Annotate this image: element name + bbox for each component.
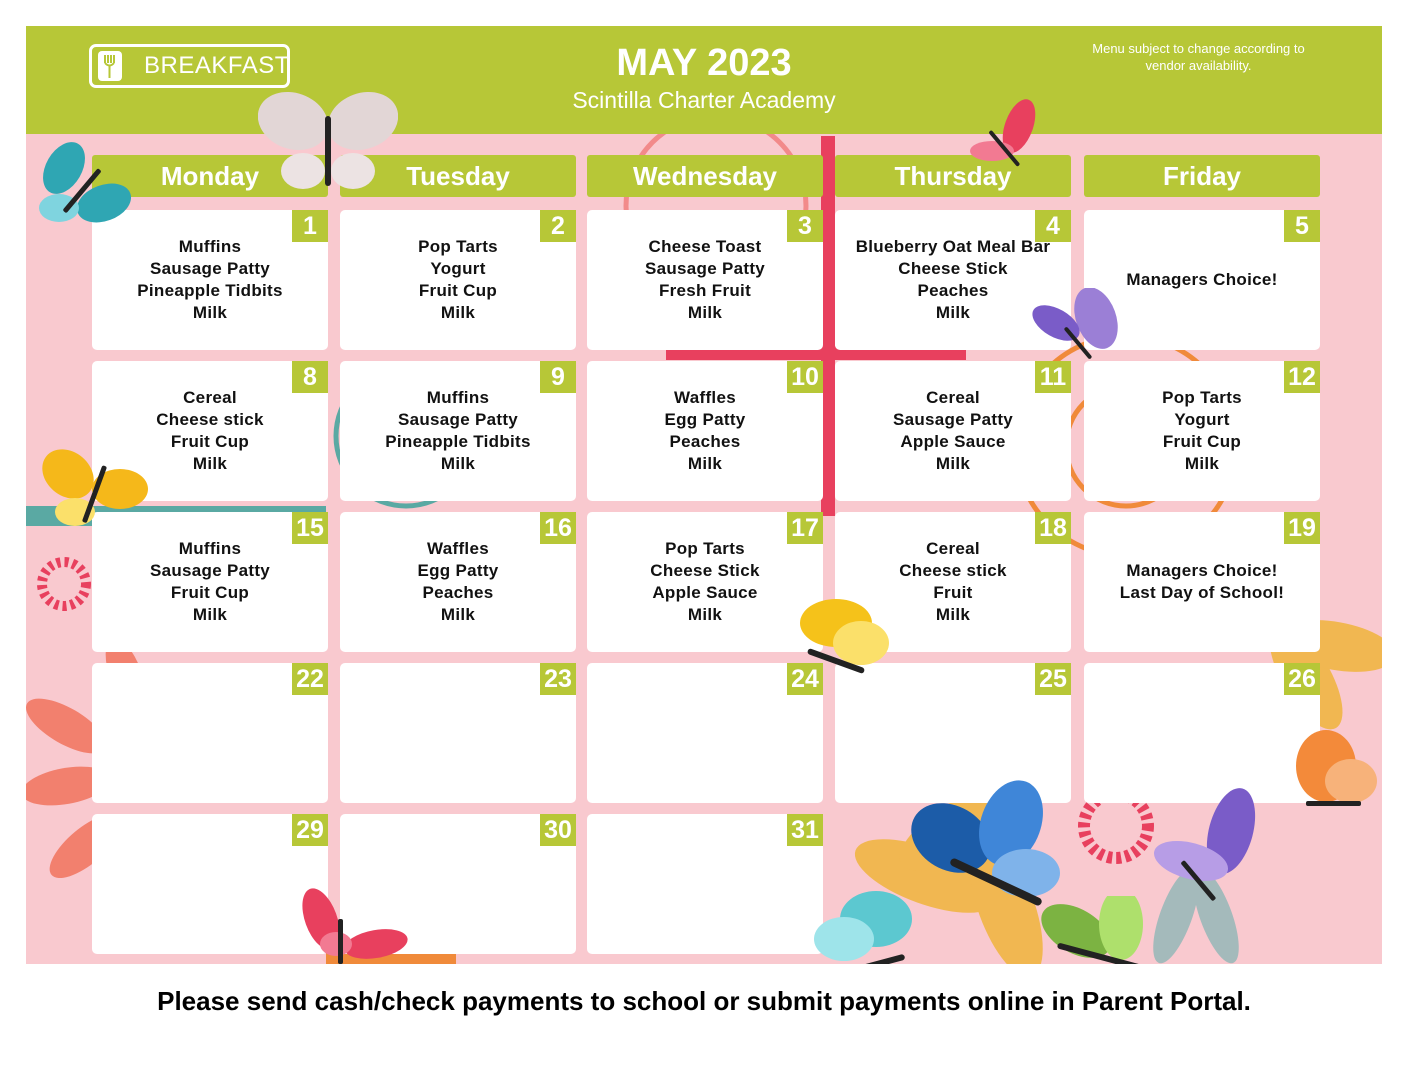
menu-list (587, 663, 823, 803)
menu-item: Pineapple Tidbits (385, 432, 531, 451)
menu-item: Sausage Patty (892, 410, 1014, 429)
menu-item: Waffles (674, 388, 736, 407)
menu-item: Muffins (426, 388, 490, 407)
date-badge: 16 (540, 512, 576, 544)
menu-list (340, 210, 576, 350)
day-cell (92, 663, 328, 803)
day-cell (587, 663, 823, 803)
menu-item: Cereal (183, 388, 237, 407)
day-header-thursday: Thursday (835, 155, 1071, 197)
date-badge: 18 (1035, 512, 1071, 544)
logo-label: BREAKFAST (144, 52, 290, 79)
menu-item: Sausage Patty (149, 259, 271, 278)
date-badge: 25 (1035, 663, 1071, 695)
menu-list (1084, 663, 1320, 803)
menu-item: Waffles (427, 539, 489, 558)
header-bar (26, 26, 1382, 134)
date-badge: 9 (540, 361, 576, 393)
butterfly-icon (806, 884, 926, 964)
butterfly-icon (258, 86, 398, 196)
date-badge: 8 (292, 361, 328, 393)
date-badge: 29 (292, 814, 328, 846)
date-badge: 26 (1284, 663, 1320, 695)
butterfly-icon (296, 884, 416, 964)
menu-item: Peaches (669, 432, 741, 451)
menu-list (340, 512, 576, 652)
menu-item: Fruit (933, 583, 973, 602)
menu-item: Yogurt (430, 259, 486, 278)
menu-item: Milk (440, 605, 476, 624)
menu-item: Pop Tarts (665, 539, 745, 558)
menu-item: Milk (1184, 454, 1220, 473)
menu-item: Milk (687, 303, 723, 322)
menu-list (340, 361, 576, 501)
day-cell (587, 814, 823, 954)
day-header-wednesday: Wednesday (587, 155, 823, 197)
day-cell (587, 210, 823, 350)
menu-item: Cheese Stick (898, 259, 1008, 278)
butterfly-icon (1026, 896, 1156, 964)
day-cell (587, 361, 823, 501)
menu-item: Pop Tarts (418, 237, 498, 256)
date-badge: 22 (292, 663, 328, 695)
date-badge: 31 (787, 814, 823, 846)
date-badge: 17 (787, 512, 823, 544)
menu-item: Pineapple Tidbits (137, 281, 283, 300)
date-badge: 10 (787, 361, 823, 393)
butterfly-icon (906, 778, 1066, 908)
menu-item: Milk (687, 605, 723, 624)
butterfly-icon (40, 444, 150, 534)
payment-note: Please send cash/check payments to school or submit payments online in Parent Portal. (157, 986, 1251, 1016)
day-cell (340, 210, 576, 350)
date-badge: 5 (1284, 210, 1320, 242)
school-name: Scintilla Charter Academy (572, 87, 836, 113)
menu-item: Fresh Fruit (658, 281, 752, 300)
menu-item: Apple Sauce (652, 583, 758, 602)
menu-item: Sausage Patty (644, 259, 766, 278)
disclaimer-note: Menu subject to change according to vendor availability. (1092, 41, 1305, 73)
menu-list (1084, 361, 1320, 501)
date-badge: 11 (1035, 361, 1071, 393)
butterfly-icon (1286, 726, 1382, 826)
menu-list (92, 814, 328, 954)
menu-item: Fruit Cup (418, 281, 498, 300)
menu-item: Milk (440, 303, 476, 322)
butterfly-icon (1136, 786, 1266, 906)
day-header-tuesday: Tuesday (340, 155, 576, 197)
menu-list (587, 361, 823, 501)
day-cell (1084, 512, 1320, 652)
menu-list (340, 663, 576, 803)
menu-item: Cheese stick (156, 410, 264, 429)
menu-item: Milk (935, 605, 971, 624)
menu-item: Fruit Cup (1162, 432, 1242, 451)
menu-list (1084, 512, 1320, 652)
date-badge: 30 (540, 814, 576, 846)
menu-item: Milk (192, 303, 228, 322)
menu-item: Milk (687, 454, 723, 473)
menu-item: Last Day of School! (1119, 583, 1285, 602)
day-cell (92, 814, 328, 954)
day-cell (1084, 361, 1320, 501)
menu-item: Sausage Patty (397, 410, 519, 429)
menu-item: Cereal (926, 388, 980, 407)
date-badge: 2 (540, 210, 576, 242)
menu-list (587, 210, 823, 350)
menu-item: Peaches (917, 281, 989, 300)
menu-list (587, 814, 823, 954)
menu-item: Milk (440, 454, 476, 473)
day-cell (340, 663, 576, 803)
butterfly-icon (34, 138, 134, 238)
menu-list (92, 663, 328, 803)
day-cell (340, 512, 576, 652)
menu-item: Muffins (178, 539, 242, 558)
menu-item: Milk (935, 454, 971, 473)
menu-item: Cereal (926, 539, 980, 558)
menu-list (835, 361, 1071, 501)
menu-sheet (26, 26, 1382, 964)
menu-item: Sausage Patty (149, 561, 271, 580)
page-title: MAY 2023 (616, 42, 792, 84)
date-badge: 3 (787, 210, 823, 242)
menu-item: Managers Choice! (1126, 270, 1278, 289)
menu-item: Muffins (178, 237, 242, 256)
butterfly-icon (776, 588, 896, 678)
menu-item: Egg Patty (664, 410, 746, 429)
menu-item: Egg Patty (417, 561, 499, 580)
date-badge: 24 (787, 663, 823, 695)
butterfly-icon (964, 96, 1044, 176)
date-badge: 1 (292, 210, 328, 242)
date-badge: 15 (292, 512, 328, 544)
menu-item: Pop Tarts (1162, 388, 1242, 407)
menu-item: Fruit Cup (170, 432, 250, 451)
menu-item: Cheese Stick (650, 561, 760, 580)
date-badge: 19 (1284, 512, 1320, 544)
menu-item: Cheese stick (899, 561, 1007, 580)
menu-item: Milk (935, 303, 971, 322)
date-badge: 23 (540, 663, 576, 695)
day-header-monday: Monday (92, 155, 328, 197)
date-badge: 12 (1284, 361, 1320, 393)
butterfly-icon (1026, 288, 1126, 368)
menu-item: Cheese Toast (648, 237, 762, 256)
menu-item: Fruit Cup (170, 583, 250, 602)
menu-item: Apple Sauce (900, 432, 1006, 451)
menu-item: Managers Choice! (1126, 561, 1278, 580)
day-header-friday: Friday (1084, 155, 1320, 197)
date-badge: 4 (1035, 210, 1071, 242)
day-cell (835, 361, 1071, 501)
menu-item: Milk (192, 605, 228, 624)
menu-item: Blueberry Oat Meal Bar (855, 237, 1051, 256)
menu-item: Yogurt (1174, 410, 1230, 429)
day-cell (340, 361, 576, 501)
menu-item: Milk (192, 454, 228, 473)
day-cell (1084, 663, 1320, 803)
menu-item: Peaches (422, 583, 494, 602)
